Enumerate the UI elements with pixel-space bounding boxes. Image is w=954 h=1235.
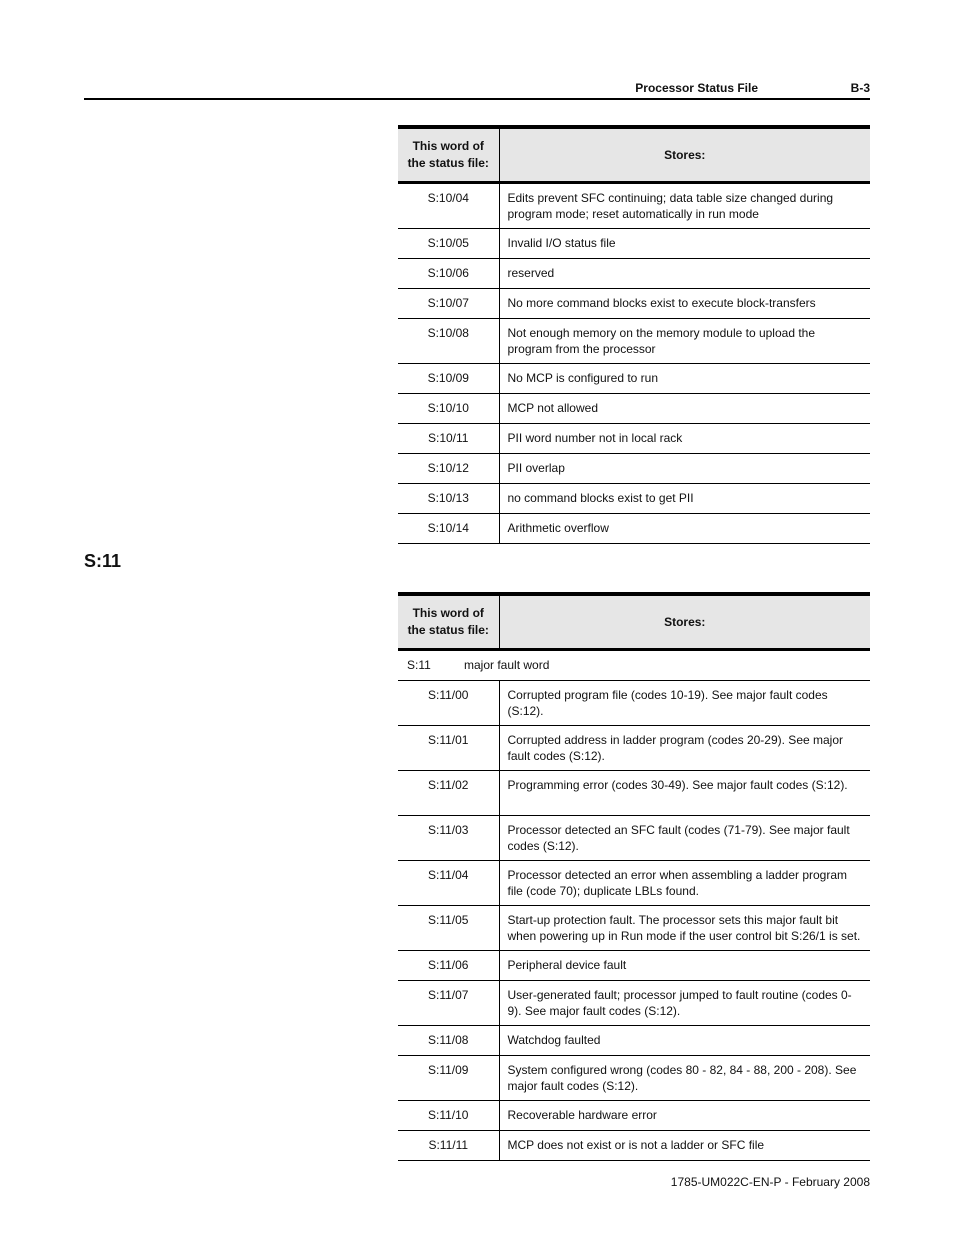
status-address: S:11/01 — [398, 726, 499, 771]
status-description: Corrupted address in ladder program (codes 20-29). See major fault codes (S:12). — [499, 726, 870, 771]
status-address: S:11/03 — [398, 816, 499, 861]
table-row — [398, 726, 870, 771]
status-table-s10 — [398, 125, 870, 544]
table-row — [398, 259, 870, 289]
status-description: Programming error (codes 30-49). See major fault codes (S:12). — [499, 771, 870, 816]
status-description: No MCP is configured to run — [499, 364, 870, 394]
word-address: S:11 — [407, 658, 431, 672]
status-description: Processor detected an SFC fault (codes (71-79). See major fault codes (S:12). — [499, 816, 870, 861]
status-address: S:11/00 — [398, 681, 499, 726]
status-address: S:10/09 — [398, 364, 499, 394]
status-address: S:10/05 — [398, 229, 499, 259]
status-description: System configured wrong (codes 80 - 82, 84 - 88, 200 - 208). See major fault codes (S:12). — [499, 1056, 870, 1101]
status-description: Processor detected an error when assembling a ladder program file (code 70); duplicate LBLs found. — [499, 861, 870, 906]
status-address: S:10/06 — [398, 259, 499, 289]
status-description: Not enough memory on the memory module to upload the program from the processor — [499, 319, 870, 364]
status-address: S:11/02 — [398, 771, 499, 816]
table-row — [398, 771, 870, 816]
table-header-row — [398, 127, 870, 183]
status-description: Invalid I/O status file — [499, 229, 870, 259]
table-row — [398, 906, 870, 951]
word-description: major fault word — [464, 658, 550, 672]
table-row — [398, 681, 870, 726]
table-row — [398, 319, 870, 364]
table-row — [398, 1101, 870, 1131]
table-row — [398, 289, 870, 319]
status-description: Watchdog faulted — [499, 1026, 870, 1056]
status-description: No more command blocks exist to execute block-transfers — [499, 289, 870, 319]
status-address: S:10/12 — [398, 454, 499, 484]
status-description: reserved — [499, 259, 870, 289]
column-header-word: This word of the status file: — [398, 127, 499, 183]
status-address: S:11/11 — [398, 1131, 499, 1161]
status-address: S:11/05 — [398, 906, 499, 951]
table-row — [398, 951, 870, 981]
table-row — [398, 484, 870, 514]
table-row — [398, 1056, 870, 1101]
table-row — [398, 816, 870, 861]
status-description: PII overlap — [499, 454, 870, 484]
status-address: S:11/07 — [398, 981, 499, 1026]
header-title: Processor Status File — [635, 81, 758, 95]
table-row — [398, 1026, 870, 1056]
status-address: S:10/07 — [398, 289, 499, 319]
status-description: User-generated fault; processor jumped to fault routine (codes 0-9). See major fault codes (S:12). — [499, 981, 870, 1026]
table-row — [398, 454, 870, 484]
table-row — [398, 424, 870, 454]
status-description: no command blocks exist to get PII — [499, 484, 870, 514]
status-address: S:10/08 — [398, 319, 499, 364]
status-description: Arithmetic overflow — [499, 514, 870, 544]
column-header-stores: Stores: — [499, 594, 870, 650]
status-description: MCP not allowed — [499, 394, 870, 424]
status-address: S:11/04 — [398, 861, 499, 906]
status-description: Recoverable hardware error — [499, 1101, 870, 1131]
status-address: S:11/06 — [398, 951, 499, 981]
status-description: Start-up protection fault. The processor sets this major fault bit when powering up in Run mode if the user control bit S:26/1 is set. — [499, 906, 870, 951]
column-header-word: This word of the status file: — [398, 594, 499, 650]
page-number: B-3 — [850, 81, 870, 95]
header-rule — [84, 98, 870, 100]
table-row — [398, 861, 870, 906]
table-header-row — [398, 594, 870, 650]
table-row — [398, 229, 870, 259]
section-heading: S:11 — [84, 551, 122, 571]
column-header-stores: Stores: — [499, 127, 870, 183]
status-address: S:11/10 — [398, 1101, 499, 1131]
status-table-s11 — [398, 592, 870, 1161]
status-address: S:10/10 — [398, 394, 499, 424]
word-row-cell — [398, 650, 870, 681]
status-address: S:10/11 — [398, 424, 499, 454]
table-row — [398, 981, 870, 1026]
status-description: Edits prevent SFC continuing; data table size changed during program mode; reset automatically in run mode — [499, 183, 870, 229]
footer-doc-id: 1785-UM022C-EN-P - February 2008 — [670, 1175, 870, 1189]
table-row — [398, 364, 870, 394]
status-address: S:11/08 — [398, 1026, 499, 1056]
status-description: Peripheral device fault — [499, 951, 870, 981]
table-row — [398, 183, 870, 229]
status-address: S:10/14 — [398, 514, 499, 544]
status-address: S:10/04 — [398, 183, 499, 229]
table-row — [398, 514, 870, 544]
status-description: MCP does not exist or is not a ladder or SFC file — [499, 1131, 870, 1161]
status-address: S:11/09 — [398, 1056, 499, 1101]
status-address: S:10/13 — [398, 484, 499, 514]
table-row — [398, 1131, 870, 1161]
status-description: Corrupted program file (codes 10-19). See major fault codes (S:12). — [499, 681, 870, 726]
status-description: PII word number not in local rack — [499, 424, 870, 454]
table-row — [398, 394, 870, 424]
word-row — [398, 650, 870, 681]
